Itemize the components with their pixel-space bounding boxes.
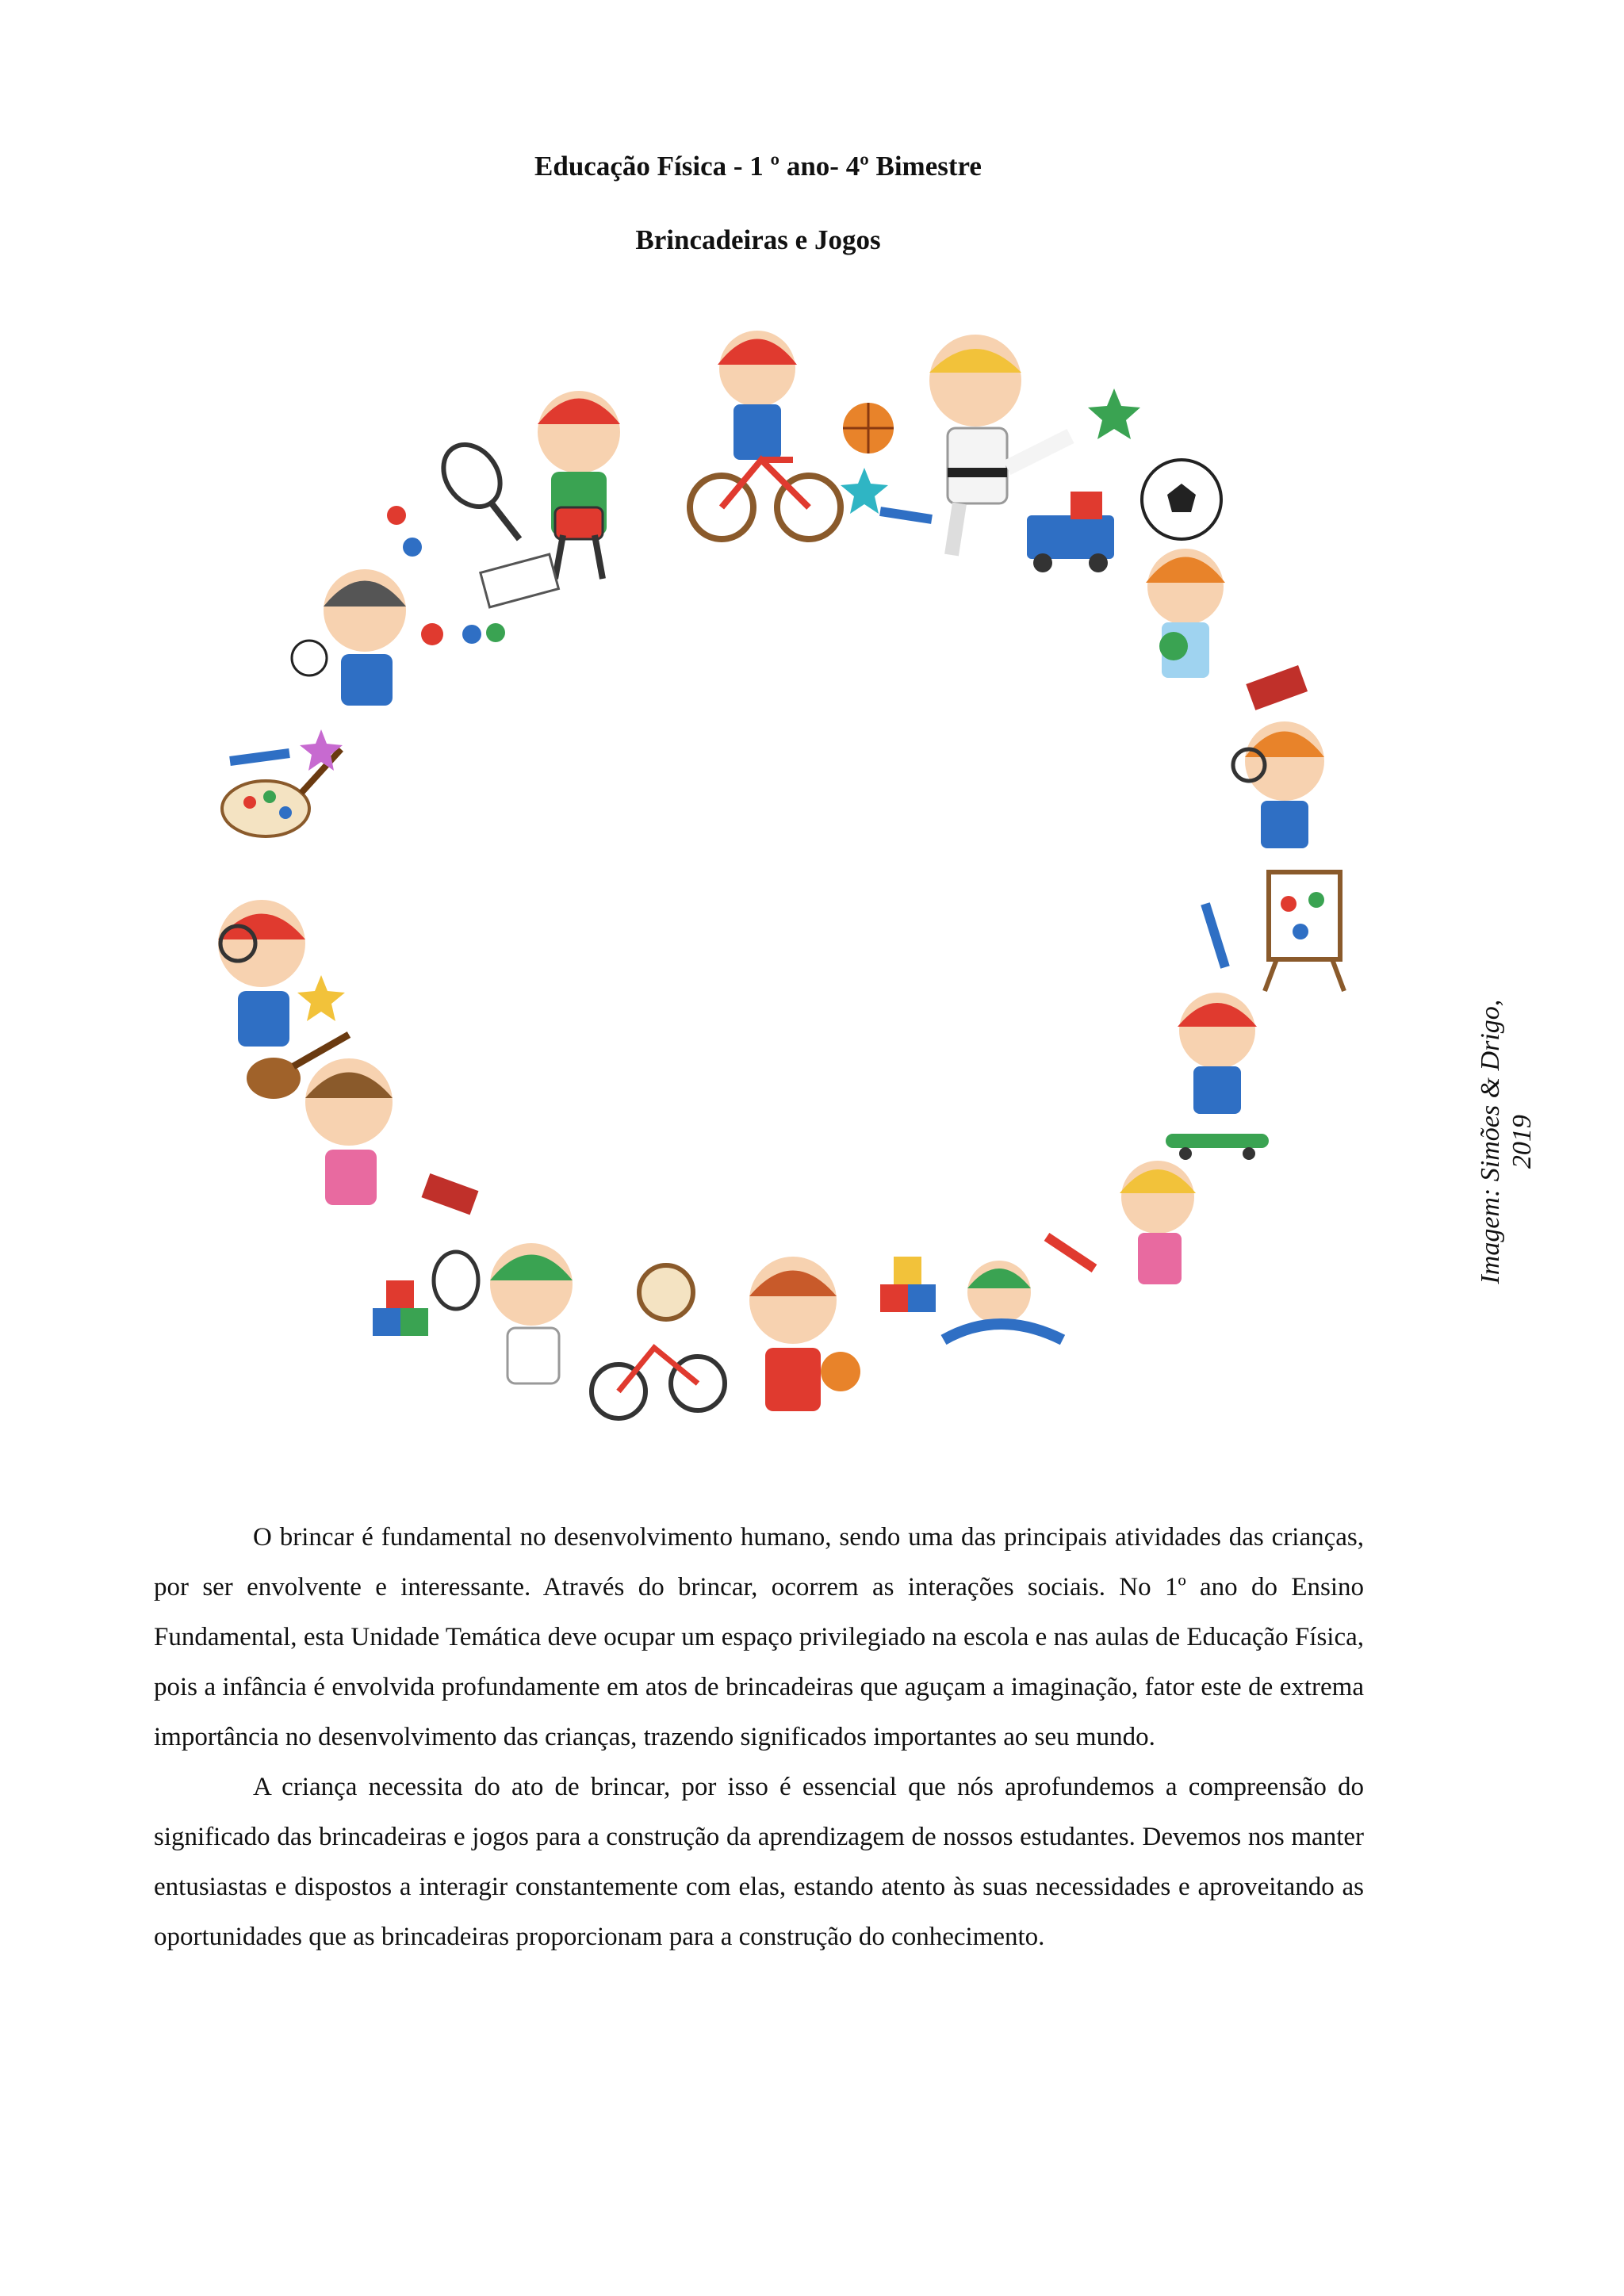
tennis-racket-icon <box>432 434 519 539</box>
skateboard-child-icon <box>1166 993 1269 1160</box>
easel-icon <box>1265 872 1344 991</box>
book-icon <box>481 554 559 607</box>
girl-doll-icon <box>1146 549 1225 678</box>
maracas-icon <box>421 623 505 645</box>
children-playing-circle-illustration <box>159 317 1348 1459</box>
body-text <box>154 1513 1364 1962</box>
book-icon <box>421 1173 478 1215</box>
pencil-icon <box>230 753 289 761</box>
child-bicycle-icon <box>690 331 841 539</box>
star-icon <box>300 729 343 771</box>
magnifier-girl-icon <box>1233 721 1324 848</box>
star-icon <box>1088 388 1140 439</box>
swimmer-icon <box>944 1261 1063 1340</box>
page-title: Educação Física - 1 º ano- 4º Bimestre <box>534 151 982 182</box>
toy-blocks-icon <box>880 1257 936 1312</box>
book-icon <box>1246 665 1308 710</box>
singing-girl-icon <box>1120 1161 1196 1284</box>
pencil-icon <box>1205 904 1225 967</box>
toy-train-icon <box>1027 492 1114 572</box>
roller-skate-girl-icon <box>305 1058 393 1205</box>
paragraph-1: O brincar é fundamental no desenvolvimento humano, sendo uma das principais atividades das crianças, por ser envolvente e interessante. Através do brincar, ocorrem as interações sociais. No 1º ano do Ensino Fundamental, esta Unidade Temática deve ocupar um espaço privilegiado na escola e nas aulas de Educação Física, pois a infância é envolvida profundamente em atos de brincadeiras que aguçam a imaginação, fator este de extrema importância no desenvolvimento das crianças, trazendo significados importantes ao seu mundo. <box>154 1523 1364 1751</box>
basketball-icon <box>843 403 894 453</box>
page-subtitle: Brincadeiras e Jogos <box>635 224 881 255</box>
pencil-icon <box>880 511 932 519</box>
image-credit <box>1475 967 1538 1316</box>
image-credit-line2: 2019 <box>1507 1115 1537 1169</box>
image-credit-line1: Imagem: Simões & Drigo, <box>1475 999 1505 1284</box>
bicycle-icon <box>592 1348 725 1418</box>
magnifier-boy-icon <box>218 900 305 1047</box>
tennis-boy-icon <box>434 1243 573 1383</box>
soccer-boy-icon <box>292 569 406 706</box>
soccer-ball-icon <box>1142 460 1221 539</box>
star-icon <box>297 975 345 1021</box>
child-drummer-icon <box>538 391 620 579</box>
tambourine-icon <box>639 1265 693 1319</box>
basket-child-icon <box>749 1257 860 1411</box>
toy-blocks-icon <box>373 1280 428 1336</box>
paragraph-2: A criança necessita do ato de brincar, por isso é essencial que nós aprofundemos a compreensão do significado das brincadeiras e jogos para a construção da aprendizagem de nossos estudantes. Devemos nos manter entusiastas e dispostos a interagir constantemente com elas, estando atento às suas necessidades e aproveitando as oportunidades que as brincadeiras proporcionam para a construção do conhecimento. <box>154 1773 1364 1951</box>
maracas-icon <box>387 506 422 557</box>
crayon-icon <box>1047 1237 1094 1269</box>
